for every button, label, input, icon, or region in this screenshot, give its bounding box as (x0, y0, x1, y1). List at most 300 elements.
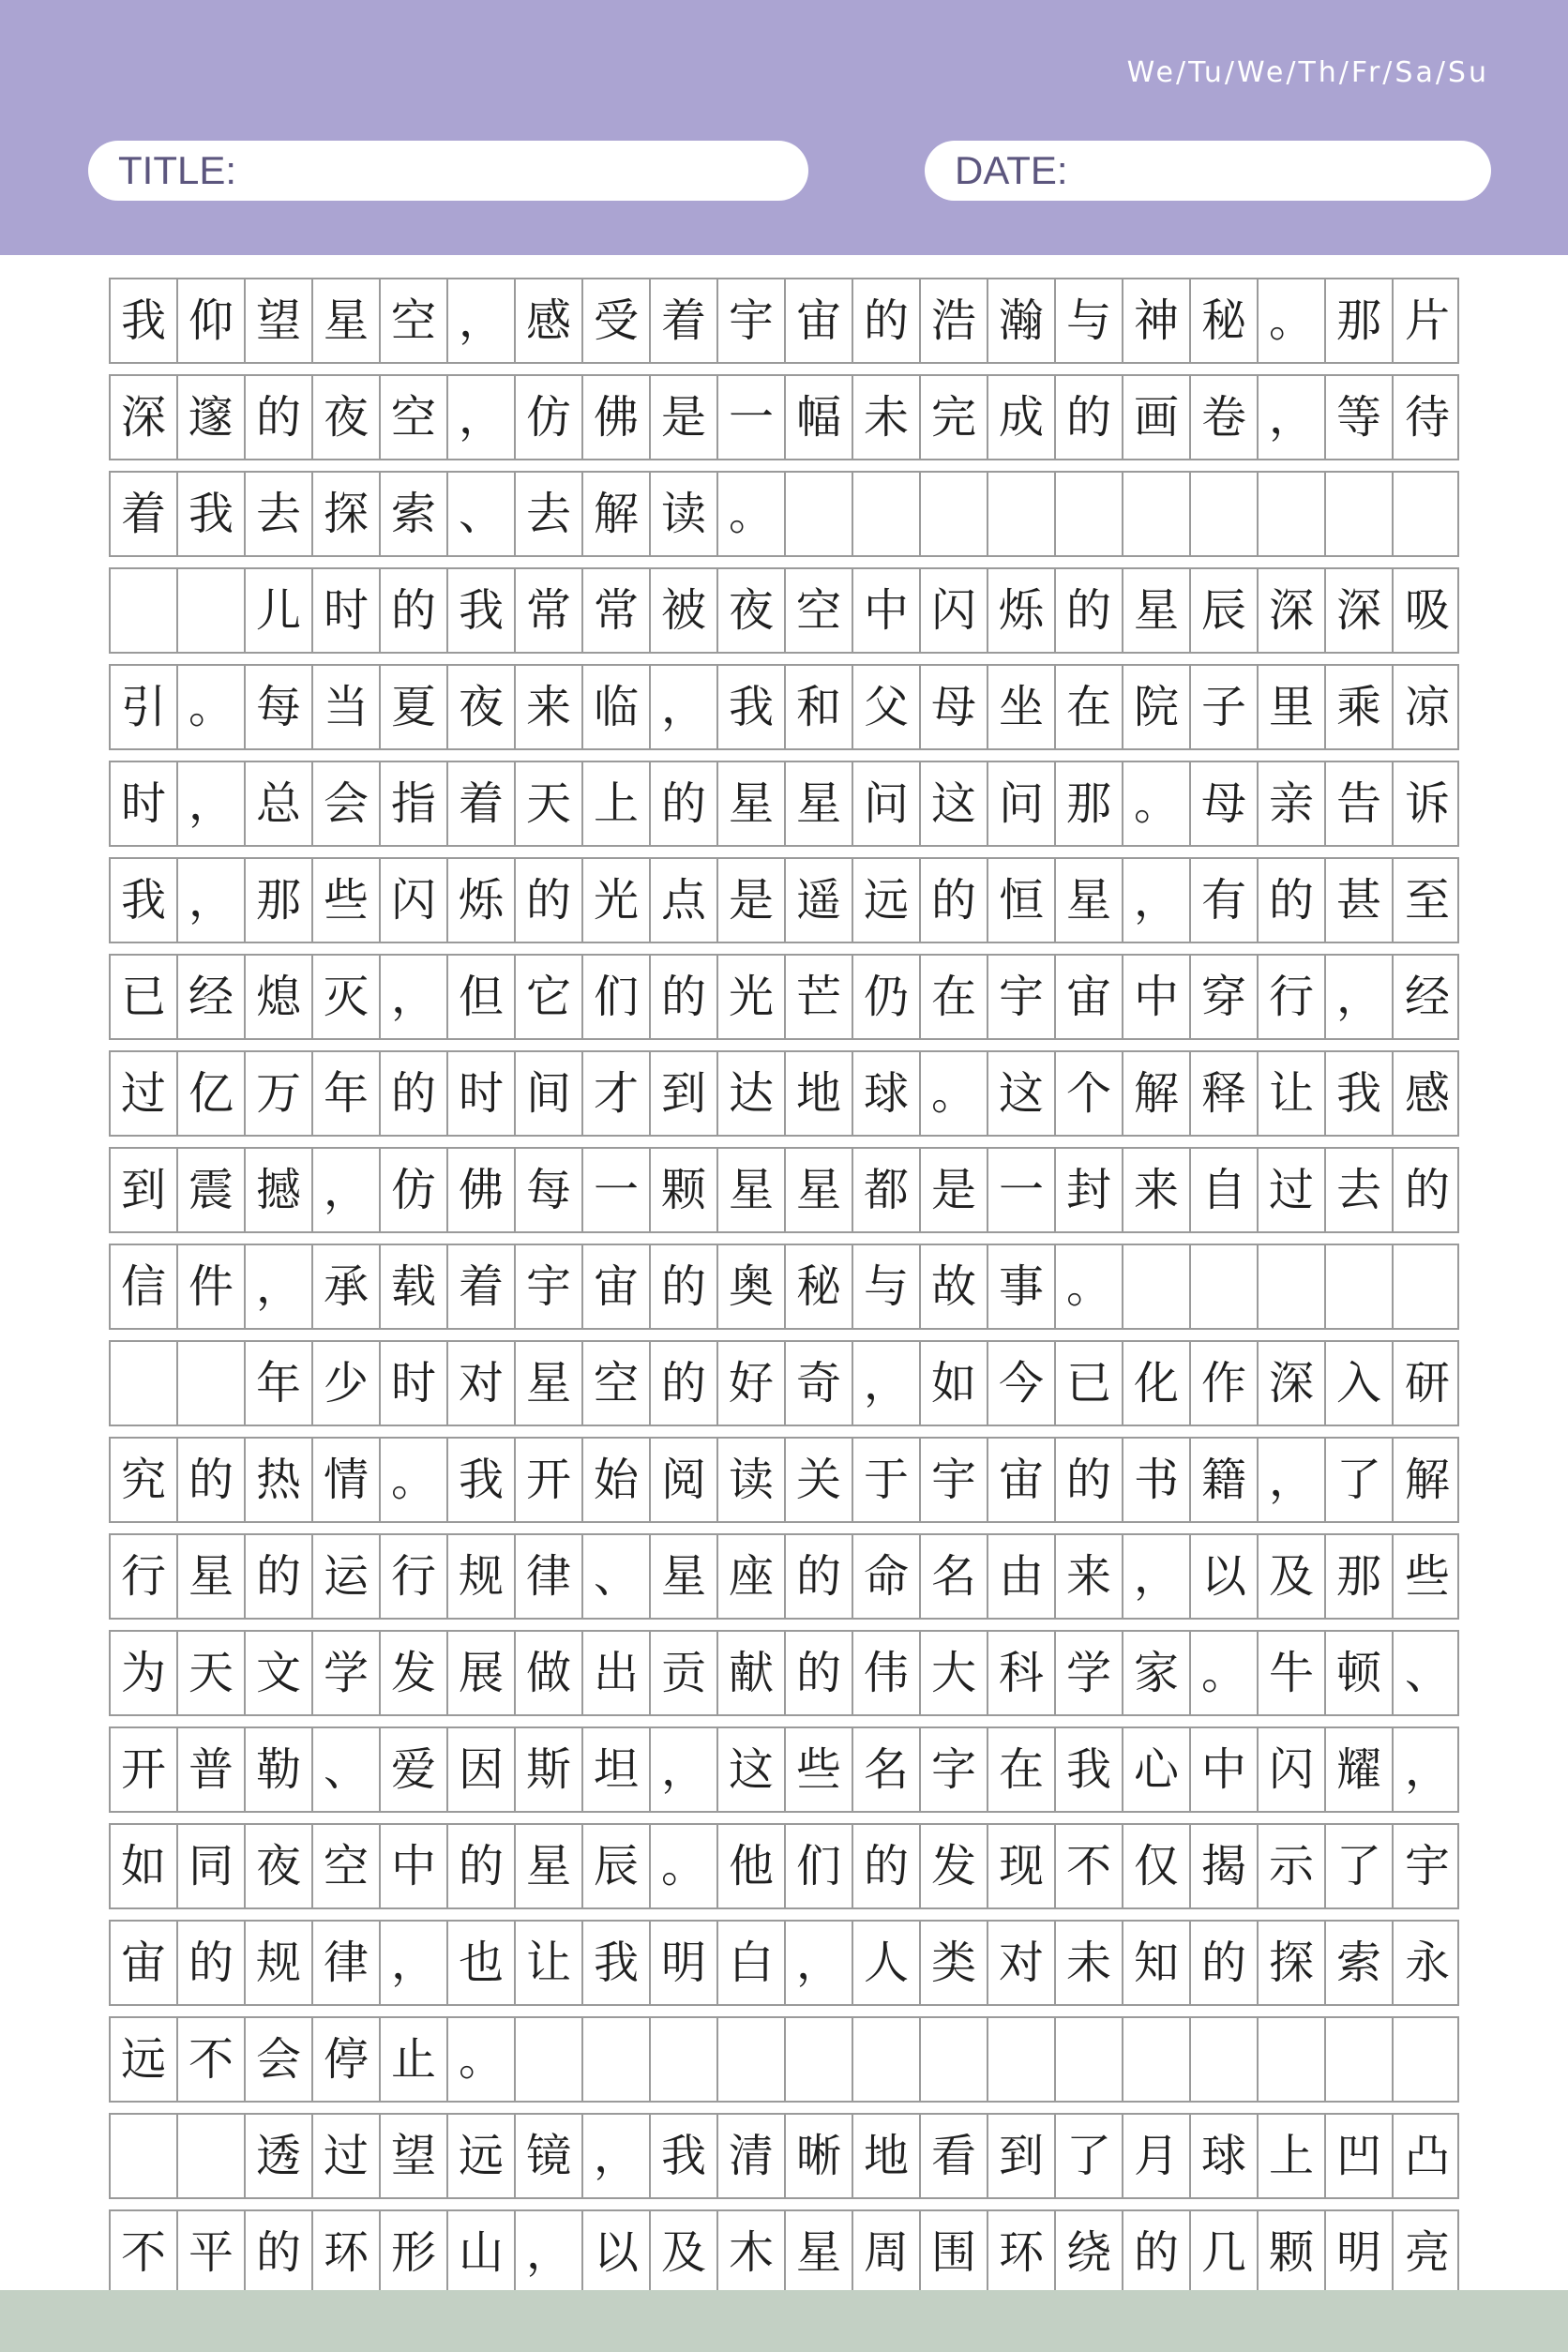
grid-cell: 大 (921, 1632, 988, 1714)
grid-cell: 当 (313, 666, 381, 748)
grid-cell: 解 (1123, 1052, 1191, 1135)
grid-cell: 来 (1123, 1149, 1191, 1231)
grid-cell: 是 (651, 376, 718, 459)
grid-cell: ， (381, 956, 448, 1038)
grid-cell: ， (178, 859, 246, 942)
grid-cell: 知 (1123, 1922, 1191, 2004)
grid-cell: 经 (178, 956, 246, 1038)
grid-cell: 封 (1056, 1149, 1123, 1231)
grid-cell: 一 (988, 1149, 1056, 1231)
grid-cell: 总 (246, 762, 313, 845)
title-label: TITLE: (118, 148, 237, 192)
grid-cell: 对 (448, 1342, 516, 1425)
grid-cell: 少 (313, 1342, 381, 1425)
grid-cell: 天 (178, 1632, 246, 1714)
grid-cell: 远 (448, 2115, 516, 2197)
grid-cell: 时 (381, 1342, 448, 1425)
grid-cell: 一 (583, 1149, 651, 1231)
grid-cell: 的 (381, 569, 448, 652)
grid-cell: 的 (516, 859, 583, 942)
grid-cell: 我 (651, 2115, 718, 2197)
grid-cell: 的 (853, 1825, 921, 1907)
grid-row (109, 954, 1459, 1040)
grid-cell: 年 (313, 1052, 381, 1135)
grid-cell: 闪 (921, 569, 988, 652)
grid-cell: 常 (516, 569, 583, 652)
grid-cell: ， (516, 2211, 583, 2294)
grid-cell: 着 (651, 279, 718, 362)
grid-cell: 宇 (1404, 1840, 1450, 1892)
grid-cell: 去 (516, 473, 583, 555)
grid-cell: 地 (853, 2115, 921, 2197)
grid-cell: 遥 (786, 859, 853, 942)
grid-cell: 个 (1056, 1052, 1123, 1135)
grid-cell: 仍 (853, 956, 921, 1038)
footer-strip (0, 2290, 1568, 2352)
grid-cell: 的 (921, 859, 988, 942)
grid-cell: 秘 (786, 1245, 853, 1328)
grid-cell: 我 (111, 859, 178, 942)
grid-cell: 和 (786, 666, 853, 748)
grid-cell: 球 (1191, 2115, 1259, 2197)
grid-cell: 浩 (921, 279, 988, 362)
grid-cell: 件 (178, 1245, 246, 1328)
grid-cell: 木 (718, 2211, 786, 2294)
grid-cell: 名 (853, 1728, 921, 1811)
grid-cell: 未 (853, 376, 921, 459)
grid-cell: 中 (1123, 956, 1191, 1038)
grid-cell: 解 (1404, 1454, 1450, 1506)
grid-cell: 牛 (1259, 1632, 1326, 1714)
grid-cell: 问 (988, 762, 1056, 845)
grid-cell: 今 (988, 1342, 1056, 1425)
grid-cell: 院 (1123, 666, 1191, 748)
grid-cell: 勒 (246, 1728, 313, 1811)
grid-cell: 文 (246, 1632, 313, 1714)
grid-cell: 的 (853, 279, 921, 362)
title-field[interactable] (88, 141, 808, 201)
grid-cell (583, 2018, 651, 2101)
grid-cell: ， (786, 1922, 853, 2004)
grid-cell: 中 (853, 569, 921, 652)
grid-cell: 示 (1259, 1825, 1326, 1907)
grid-cell: 命 (853, 1535, 921, 1618)
grid-cell: 被 (651, 569, 718, 652)
grid-cell: 这 (921, 762, 988, 845)
grid-cell: 时 (111, 762, 178, 845)
grid-cell: 些 (1404, 1550, 1450, 1603)
grid-cell: 中 (381, 1825, 448, 1907)
grid-cell: 释 (1191, 1052, 1259, 1135)
grid-cell: 临 (583, 666, 651, 748)
grid-cell (1394, 473, 1461, 555)
grid-cell: 宇 (718, 279, 786, 362)
grid-row (109, 2016, 1459, 2103)
grid-cell: 着 (448, 762, 516, 845)
grid-cell: 载 (381, 1245, 448, 1328)
grid-cell: 穿 (1191, 956, 1259, 1038)
grid-cell: 我 (1056, 1728, 1123, 1811)
grid-cell: 这 (718, 1728, 786, 1811)
grid-cell (1056, 2018, 1123, 2101)
grid-cell: 化 (1123, 1342, 1191, 1425)
grid-cell: 完 (921, 376, 988, 459)
grid-cell: 过 (1259, 1149, 1326, 1231)
grid-cell: 间 (516, 1052, 583, 1135)
grid-cell: ， (448, 279, 516, 362)
grid-cell: 永 (1404, 1937, 1450, 1989)
grid-cell (1123, 1245, 1191, 1328)
grid-cell: 的 (1259, 859, 1326, 942)
grid-cell: 已 (111, 956, 178, 1038)
grid-cell: 画 (1123, 376, 1191, 459)
grid-cell: 芒 (786, 956, 853, 1038)
grid-cell: 星 (516, 1825, 583, 1907)
grid-cell: 及 (651, 2211, 718, 2294)
grid-cell: 在 (1056, 666, 1123, 748)
grid-cell: 儿 (246, 569, 313, 652)
grid-cell: 为 (111, 1632, 178, 1714)
grid-cell: 宇 (988, 956, 1056, 1038)
grid-cell: ， (1404, 1743, 1450, 1796)
grid-cell (1394, 2018, 1461, 2101)
grid-cell: 让 (1259, 1052, 1326, 1135)
grid-cell (1326, 1245, 1394, 1328)
grid-cell: ， (1326, 956, 1394, 1038)
grid-cell: 达 (718, 1052, 786, 1135)
grid-cell: 一 (718, 376, 786, 459)
grid-cell: 至 (1404, 874, 1450, 927)
grid-cell: 研 (1404, 1357, 1450, 1410)
grid-cell: 仅 (1123, 1825, 1191, 1907)
grid-row (109, 1533, 1459, 1620)
grid-cell (1123, 2018, 1191, 2101)
date-label: DATE: (955, 148, 1068, 192)
grid-cell: 夏 (381, 666, 448, 748)
grid-cell: 学 (1056, 1632, 1123, 1714)
grid-cell: 未 (1056, 1922, 1123, 2004)
grid-cell: 诉 (1404, 777, 1450, 830)
grid-cell: 故 (921, 1245, 988, 1328)
grid-cell: 。 (1191, 1632, 1259, 1714)
grid-cell: 及 (1259, 1535, 1326, 1618)
grid-cell (988, 2018, 1056, 2101)
grid-cell: 如 (111, 1825, 178, 1907)
grid-cell: 光 (583, 859, 651, 942)
grid-cell: 以 (1191, 1535, 1259, 1618)
grid-cell: 的 (178, 1922, 246, 2004)
grid-cell: 关 (786, 1439, 853, 1521)
grid-cell (178, 569, 246, 652)
grid-cell: 来 (1056, 1535, 1123, 1618)
grid-cell: ， (853, 1342, 921, 1425)
grid-cell: 读 (651, 473, 718, 555)
grid-cell: 亮 (1404, 2226, 1450, 2279)
weekday-selector[interactable]: We/Tu/We/Th/Fr/Sa/Su (1126, 56, 1489, 89)
grid-cell: 因 (448, 1728, 516, 1811)
grid-cell: 探 (1259, 1922, 1326, 2004)
grid-cell: 学 (313, 1632, 381, 1714)
grid-cell: 我 (111, 279, 178, 362)
grid-cell: 们 (786, 1825, 853, 1907)
grid-cell: 望 (381, 2115, 448, 2197)
grid-cell: 些 (786, 1728, 853, 1811)
grid-cell: 空 (313, 1825, 381, 1907)
grid-cell: 情 (313, 1439, 381, 1521)
grid-cell: 感 (516, 279, 583, 362)
grid-cell: 我 (448, 569, 516, 652)
grid-cell (111, 1342, 178, 1425)
grid-cell: 常 (583, 569, 651, 652)
grid-cell: ， (1259, 376, 1326, 459)
grid-cell: 凸 (1404, 2130, 1450, 2182)
grid-cell: 行 (1259, 956, 1326, 1038)
grid-cell: 星 (516, 1342, 583, 1425)
grid-cell: 瀚 (988, 279, 1056, 362)
grid-cell: ， (178, 762, 246, 845)
grid-cell: 甚 (1326, 859, 1394, 942)
grid-cell: 自 (1191, 1149, 1259, 1231)
grid-cell (178, 2115, 246, 2197)
grid-row (109, 1437, 1459, 1523)
grid-cell: 空 (786, 569, 853, 652)
grid-cell: 了 (1326, 1825, 1394, 1907)
grid-cell (1056, 473, 1123, 555)
grid-cell: 凉 (1404, 681, 1450, 733)
grid-cell: 晰 (786, 2115, 853, 2197)
grid-cell: 望 (246, 279, 313, 362)
grid-cell: 周 (853, 2211, 921, 2294)
grid-cell: 星 (1123, 569, 1191, 652)
grid-cell: 白 (718, 1922, 786, 2004)
grid-cell (111, 2115, 178, 2197)
grid-cell: 与 (1056, 279, 1123, 362)
grid-cell: 。 (178, 666, 246, 748)
grid-cell: 去 (246, 473, 313, 555)
grid-cell: 行 (381, 1535, 448, 1618)
grid-cell: 年 (246, 1342, 313, 1425)
grid-cell (111, 569, 178, 652)
grid-cell: 辰 (583, 1825, 651, 1907)
grid-cell: 在 (921, 956, 988, 1038)
grid-cell (718, 2018, 786, 2101)
grid-cell (853, 2018, 921, 2101)
grid-cell: 宙 (988, 1439, 1056, 1521)
grid-cell: 献 (718, 1632, 786, 1714)
grid-cell (516, 2018, 583, 2101)
grid-cell: 。 (1259, 279, 1326, 362)
grid-cell: 。 (718, 473, 786, 555)
grid-cell: 揭 (1191, 1825, 1259, 1907)
grid-cell: 到 (111, 1149, 178, 1231)
grid-cell: ， (1259, 1439, 1326, 1521)
grid-row (109, 1823, 1459, 1909)
grid-row (109, 2209, 1459, 2296)
grid-cell: 烁 (988, 569, 1056, 652)
grid-cell: 科 (988, 1632, 1056, 1714)
grid-cell: 着 (111, 473, 178, 555)
grid-cell: 顿 (1326, 1632, 1394, 1714)
grid-cell: 书 (1123, 1439, 1191, 1521)
grid-cell (1259, 473, 1326, 555)
grid-row (109, 1920, 1459, 2006)
grid-cell (1191, 2018, 1259, 2101)
grid-cell: 宙 (583, 1245, 651, 1328)
grid-cell: 家 (1123, 1632, 1191, 1714)
grid-cell: 。 (921, 1052, 988, 1135)
grid-cell: 开 (111, 1728, 178, 1811)
grid-cell: 待 (1404, 391, 1450, 444)
grid-cell: 的 (651, 1245, 718, 1328)
grid-cell: 的 (1123, 2211, 1191, 2294)
grid-cell: 做 (516, 1632, 583, 1714)
grid-cell: 辰 (1191, 569, 1259, 652)
grid-cell: 些 (313, 859, 381, 942)
grid-cell: 展 (448, 1632, 516, 1714)
grid-cell: 星 (718, 1149, 786, 1231)
grid-cell: 索 (1326, 1922, 1394, 2004)
grid-cell: 由 (988, 1535, 1056, 1618)
grid-cell: 耀 (1326, 1728, 1394, 1811)
grid-cell: 天 (516, 762, 583, 845)
grid-cell: ， (448, 376, 516, 459)
grid-cell: ， (313, 1149, 381, 1231)
grid-cell: 热 (246, 1439, 313, 1521)
grid-cell: 始 (583, 1439, 651, 1521)
grid-cell: 让 (516, 1922, 583, 2004)
grid-row (109, 471, 1459, 557)
grid-cell: 奇 (786, 1342, 853, 1425)
grid-cell: 环 (313, 2211, 381, 2294)
grid-cell: 对 (988, 1922, 1056, 2004)
grid-cell: 我 (448, 1439, 516, 1521)
grid-cell (921, 473, 988, 555)
grid-row (109, 278, 1459, 364)
grid-row (109, 857, 1459, 943)
grid-cell: 。 (1056, 1245, 1123, 1328)
grid-cell: 明 (1326, 2211, 1394, 2294)
grid-cell: 佛 (448, 1149, 516, 1231)
grid-cell: 的 (246, 376, 313, 459)
grid-cell: 明 (651, 1922, 718, 2004)
grid-cell: 等 (1326, 376, 1394, 459)
grid-cell: 的 (1404, 1164, 1450, 1216)
grid-cell: 到 (651, 1052, 718, 1135)
grid-row (109, 1050, 1459, 1137)
grid-cell: 类 (921, 1922, 988, 2004)
grid-cell: 宇 (516, 1245, 583, 1328)
grid-cell: 我 (583, 1922, 651, 2004)
grid-cell: 的 (1056, 376, 1123, 459)
grid-cell: 闪 (381, 859, 448, 942)
grid-cell: 如 (921, 1342, 988, 1425)
grid-cell: 、 (313, 1728, 381, 1811)
grid-cell: 山 (448, 2211, 516, 2294)
grid-cell: 点 (651, 859, 718, 942)
grid-cell: 幅 (786, 376, 853, 459)
grid-cell: 星 (651, 1535, 718, 1618)
date-field[interactable] (925, 141, 1491, 201)
grid-cell (921, 2018, 988, 2101)
grid-cell: 空 (381, 376, 448, 459)
grid-cell: 奥 (718, 1245, 786, 1328)
grid-cell: 字 (921, 1728, 988, 1811)
grid-cell: 都 (853, 1149, 921, 1231)
grid-cell: 也 (448, 1922, 516, 2004)
grid-cell: 于 (853, 1439, 921, 1521)
grid-cell: 不 (1056, 1825, 1123, 1907)
grid-cell: 我 (718, 666, 786, 748)
grid-cell: 透 (246, 2115, 313, 2197)
grid-cell: 闪 (1259, 1728, 1326, 1811)
grid-cell: 好 (718, 1342, 786, 1425)
grid-row (109, 1630, 1459, 1716)
grid-cell: 地 (786, 1052, 853, 1135)
grid-cell: 宙 (1056, 956, 1123, 1038)
grid-cell: 神 (1123, 279, 1191, 362)
grid-cell: 的 (448, 1825, 516, 1907)
grid-cell: 宙 (786, 279, 853, 362)
grid-row (109, 1147, 1459, 1233)
grid-cell: 夜 (718, 569, 786, 652)
grid-cell: 凹 (1326, 2115, 1394, 2197)
grid-cell: 成 (988, 376, 1056, 459)
grid-cell: 的 (1056, 569, 1123, 652)
grid-cell: 律 (313, 1922, 381, 2004)
grid-cell: 那 (1326, 279, 1394, 362)
grid-cell: 的 (246, 1535, 313, 1618)
header-banner (0, 0, 1568, 255)
grid-cell: 问 (853, 762, 921, 845)
grid-cell: 了 (1056, 2115, 1123, 2197)
grid-cell: 受 (583, 279, 651, 362)
grid-cell: 仰 (178, 279, 246, 362)
grid-cell: 了 (1326, 1439, 1394, 1521)
grid-cell: 事 (988, 1245, 1056, 1328)
grid-cell: 与 (853, 1245, 921, 1328)
grid-cell: 亿 (178, 1052, 246, 1135)
grid-cell: 熄 (246, 956, 313, 1038)
grid-cell: 几 (1191, 2211, 1259, 2294)
grid-cell: 伟 (853, 1632, 921, 1714)
grid-cell: 颗 (651, 1149, 718, 1231)
grid-cell: 恒 (988, 859, 1056, 942)
grid-cell: 围 (921, 2211, 988, 2294)
grid-cell: 停 (313, 2018, 381, 2101)
grid-cell (651, 2018, 718, 2101)
grid-cell: 仿 (381, 1149, 448, 1231)
grid-cell: 规 (448, 1535, 516, 1618)
grid-cell: 、 (1404, 1647, 1450, 1699)
grid-cell: 入 (1326, 1342, 1394, 1425)
grid-cell: 在 (988, 1728, 1056, 1811)
grid-cell: 经 (1404, 971, 1450, 1023)
grid-cell: 星 (786, 1149, 853, 1231)
grid-cell: 来 (516, 666, 583, 748)
grid-cell: 作 (1191, 1342, 1259, 1425)
grid-cell: 有 (1191, 859, 1259, 942)
grid-cell: 父 (853, 666, 921, 748)
grid-cell: 星 (718, 762, 786, 845)
grid-cell: 那 (246, 859, 313, 942)
grid-cell: 里 (1259, 666, 1326, 748)
grid-cell: 读 (718, 1439, 786, 1521)
grid-cell: 那 (1326, 1535, 1394, 1618)
grid-cell: 普 (178, 1728, 246, 1811)
grid-cell: 的 (1056, 1439, 1123, 1521)
grid-cell: 会 (313, 762, 381, 845)
grid-row (109, 1726, 1459, 1813)
